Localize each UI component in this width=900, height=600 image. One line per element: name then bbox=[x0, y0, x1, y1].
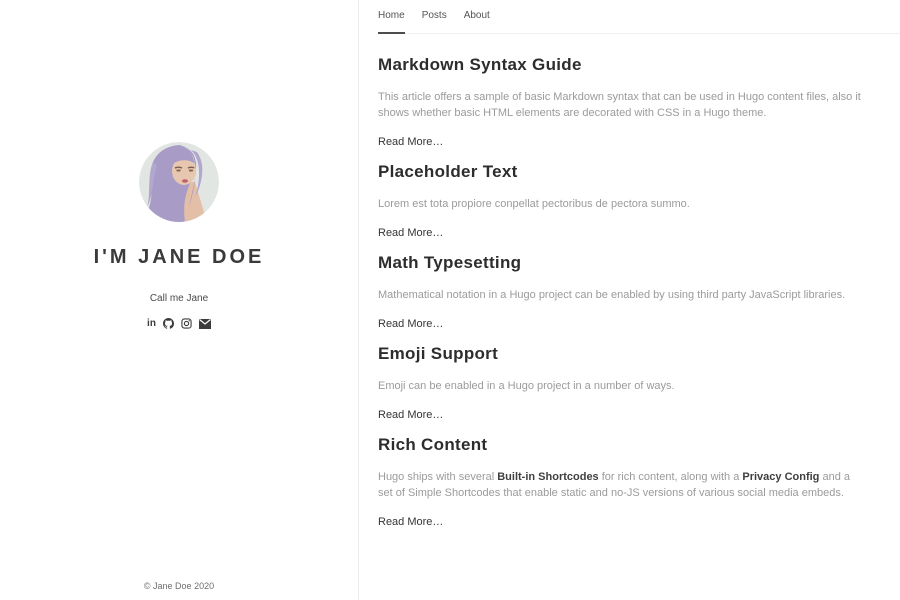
article-title[interactable]: Placeholder Text bbox=[378, 162, 518, 181]
article-summary: Emoji can be enabled in a Hugo project in a number of ways. bbox=[378, 380, 675, 392]
article-title[interactable]: Emoji Support bbox=[378, 344, 499, 363]
email-link[interactable] bbox=[199, 319, 211, 329]
profile-tagline: Call me Jane bbox=[149, 293, 209, 304]
nav-item-about[interactable]: About bbox=[463, 10, 490, 21]
social-links bbox=[147, 318, 211, 329]
read-more-link[interactable]: Read More… bbox=[378, 227, 444, 239]
article-math-typesetting bbox=[378, 253, 866, 344]
nav-item-posts[interactable]: Posts bbox=[421, 10, 447, 21]
summary-text: and a set of Simple Shortcodes that enable static and no-JS versions of various social media embeds. bbox=[378, 471, 850, 499]
github-icon bbox=[163, 318, 174, 329]
email-icon bbox=[199, 319, 211, 329]
article-title[interactable]: Math Typesetting bbox=[378, 253, 522, 272]
github-link[interactable] bbox=[163, 318, 174, 329]
linkedin-link[interactable] bbox=[147, 318, 156, 329]
article-markdown-syntax-guide bbox=[378, 55, 866, 162]
avatar bbox=[139, 142, 219, 222]
instagram-link[interactable] bbox=[181, 318, 192, 329]
instagram-icon bbox=[181, 318, 192, 329]
privacy-config-link[interactable]: Privacy Config bbox=[742, 471, 820, 483]
copyright: © Jane Doe 2020 bbox=[143, 581, 215, 591]
article-summary: Mathematical notation in a Hugo project can be enabled by using third party JavaScript libraries. bbox=[378, 289, 846, 301]
nav-item-home[interactable]: Home bbox=[378, 10, 405, 34]
profile-name: I'M JANE DOE bbox=[93, 246, 265, 268]
article-summary: Lorem est tota propiore conpellat pectoribus de pectora summo. bbox=[378, 198, 690, 210]
read-more-link[interactable]: Read More… bbox=[378, 516, 444, 528]
top-navigation bbox=[378, 0, 900, 34]
article-title[interactable]: Markdown Syntax Guide bbox=[378, 55, 582, 74]
article-title[interactable]: Rich Content bbox=[378, 435, 488, 454]
summary-text: Hugo ships with several bbox=[378, 471, 498, 483]
profile-sidebar bbox=[0, 0, 359, 600]
read-more-link[interactable]: Read More… bbox=[378, 136, 444, 148]
main-content bbox=[359, 0, 900, 600]
read-more-link[interactable]: Read More… bbox=[378, 409, 444, 421]
article-summary: This article offers a sample of basic Markdown syntax that can be used in Hugo content files, also it shows whether basic HTML elements are decorated with CSS in a Hugo theme. bbox=[378, 91, 861, 119]
avatar-image bbox=[139, 142, 219, 222]
summary-text: for rich content, along with a bbox=[598, 471, 743, 483]
article-rich-content bbox=[378, 435, 866, 542]
linkedin-icon: in bbox=[147, 318, 156, 329]
article-summary bbox=[378, 469, 866, 501]
article-emoji-support bbox=[378, 344, 866, 435]
article-list bbox=[378, 34, 866, 542]
article-placeholder-text bbox=[378, 162, 866, 253]
read-more-link[interactable]: Read More… bbox=[378, 318, 444, 330]
builtin-shortcodes-link[interactable]: Built-in Shortcodes bbox=[497, 471, 599, 483]
